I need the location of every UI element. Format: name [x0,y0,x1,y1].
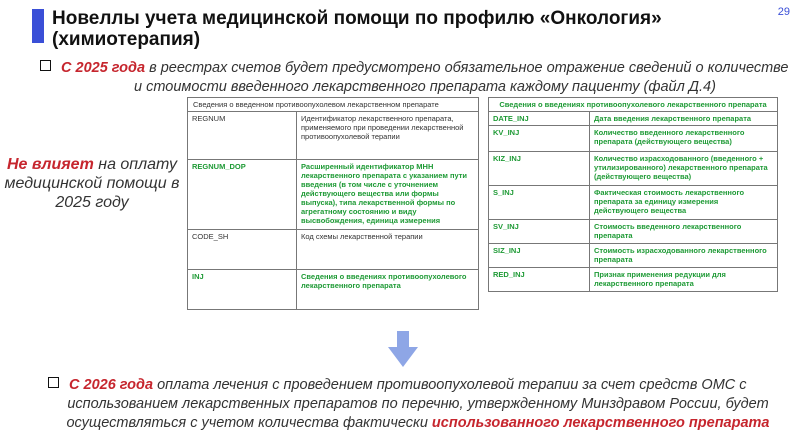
table-cell-code: KIZ_INJ [489,152,590,186]
table-row [489,268,778,292]
intro-text-line1: в реестрах счетов будет предусмотрено обязательное отражение сведений о количестве [145,60,789,76]
table-cell-code: CODE_SH [188,230,297,270]
right-table-header: Сведения о введениях противоопухолевого лекарственного препарата [489,98,778,112]
intro-text-line2: и стоимости введенного лекарственного препарата каждому пациенту (файл Д.4) [134,79,716,95]
table-cell-desc: Расширенный идентификатор МНН лекарственного препарата с указанием пути введения (в том числе с уточнением действующего вещества или формы выпуска), типа лекарственной формы по агрегатному состоянию и виду высвобождения, единица измерения [297,160,479,230]
bottom-text-line3: осуществляться с учетом количества фактически [66,415,432,431]
page-number: 29 [777,6,790,18]
table-cell-code: RED_INJ [489,268,590,292]
side-note-text: на оплату медицинской помощи в 2025 году [4,156,180,211]
bottom-text-line1: оплата лечения с проведением противоопухолевой терапии за счет средств ОМС с [153,377,747,393]
left-table [187,97,479,310]
down-arrow-icon [388,331,418,367]
table-cell-code: SV_INJ [489,220,590,244]
table-cell-desc: Количество введенного лекарственного препарата (действующего вещества) [590,126,778,152]
intro-statement [40,59,790,97]
table-row [489,126,778,152]
side-note [4,155,180,212]
table-cell-desc: Фактическая стоимость лекарственного препарата за единицу измерения действующего вещества [590,186,778,220]
table-row [489,112,778,126]
title-accent-bar [32,9,44,43]
table-row [188,160,479,230]
table-row [489,186,778,220]
table-cell-desc: Код схемы лекарственной терапии [297,230,479,270]
page-title: Новеллы учета медицинской помощи по профилю «Онкология» (химиотерапия) [52,8,662,50]
table-cell-desc: Сведения о введениях противоопухолевого лекарственного препарата [297,270,479,310]
checkbox-bullet-icon [48,377,59,388]
table-row [188,230,479,270]
table-cell-desc: Идентификатор лекарственного препарата, применяемого при проведении лекарственной противоопухолевой терапии [297,112,479,160]
checkbox-bullet-icon [40,60,51,71]
table-cell-code: REGNUM_DOP [188,160,297,230]
table-row [489,220,778,244]
table-cell-desc: Дата введения лекарственного препарата [590,112,778,126]
table-cell-desc: Количество израсходованного (введенного + утилизированного) лекарственного препарата (действующего вещества) [590,152,778,186]
table-cell-desc: Стоимость введенного лекарственного препарата [590,220,778,244]
bottom-highlight: С 2026 года [69,377,154,393]
right-table [488,97,778,292]
table-cell-code: KV_INJ [489,126,590,152]
table-row [489,152,778,186]
table-cell-desc: Стоимость израсходованного лекарственного препарата [590,244,778,268]
bottom-statement [48,376,788,433]
bottom-highlight-2: использованного лекарственного препарата [431,415,770,431]
bottom-text-line2: использованием лекарственных препаратов по перечню, утвержденному Минздравом России, будет [67,396,769,412]
table-row [188,270,479,310]
side-note-highlight: Не влияет [6,156,94,173]
table-row [188,112,479,160]
table-cell-code: DATE_INJ [489,112,590,126]
table-cell-code: INJ [188,270,297,310]
table-cell-desc: Признак применения редукции для лекарственного препарата [590,268,778,292]
table-row [489,244,778,268]
table-cell-code: REGNUM [188,112,297,160]
intro-highlight: С 2025 года [61,60,146,76]
left-table-header: Сведения о введенном противоопухолевом лекарственном препарате [188,98,479,112]
table-cell-code: S_INJ [489,186,590,220]
table-cell-code: SIZ_INJ [489,244,590,268]
